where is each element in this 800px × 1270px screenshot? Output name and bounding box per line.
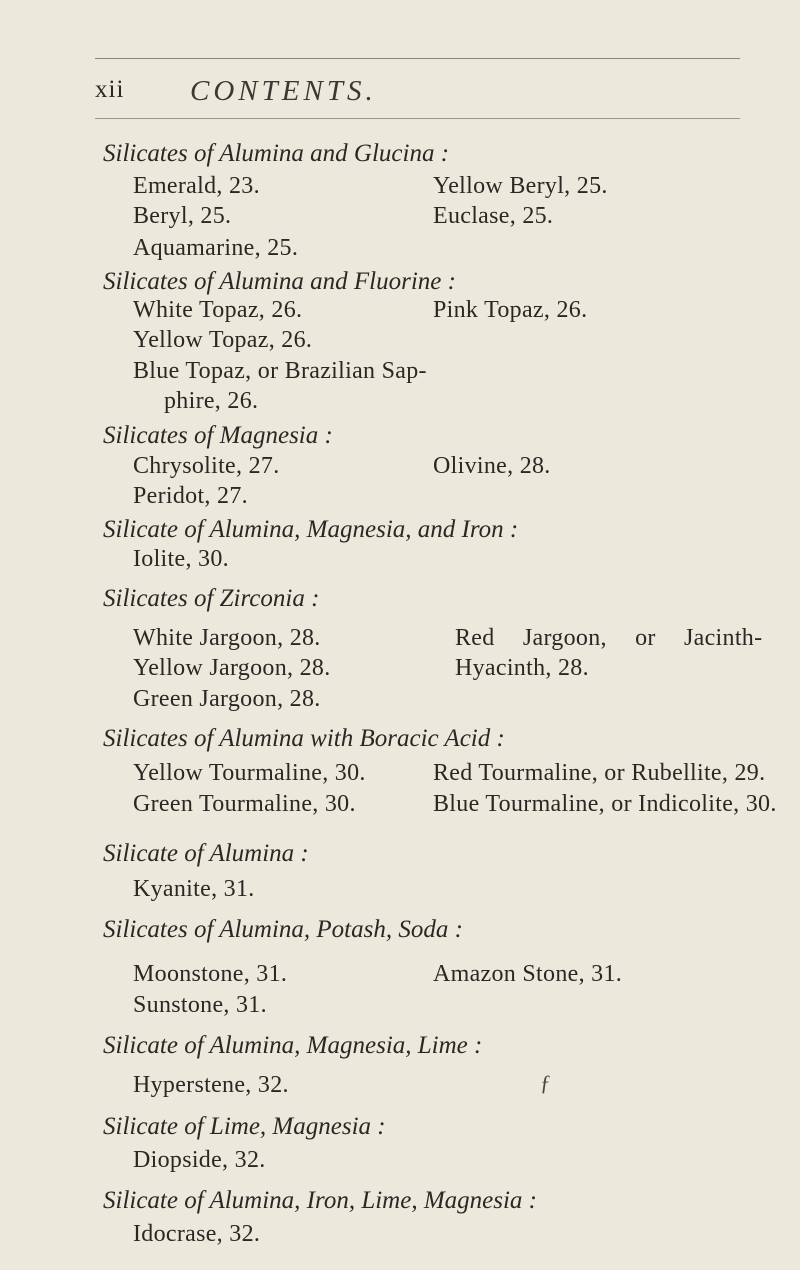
section-heading: Silicates of Alumina, Potash, Soda : xyxy=(103,916,463,943)
page-number: xii xyxy=(95,76,125,103)
entry-blue-topaz: Blue Topaz, or Brazilian Sap- xyxy=(133,358,427,384)
section-heading: Silicate of Lime, Magnesia : xyxy=(103,1113,386,1140)
entry-yellow-jargoon: Yellow Jargoon, 28. xyxy=(133,655,331,681)
entry-blue-tourmaline: Blue Tourmaline, or Indicolite, 30. xyxy=(433,791,777,817)
entry-emerald: Emerald, 23. xyxy=(133,173,260,199)
entry-red-tourmaline: Red Tourmaline, or Rubellite, 29. xyxy=(433,760,766,786)
entry-yellow-topaz: Yellow Topaz, 26. xyxy=(133,327,313,353)
section-heading: Silicates of Alumina and Fluorine : xyxy=(103,268,456,295)
section-heading: Silicate of Alumina : xyxy=(103,840,309,867)
entry-beryl: Beryl, 25. xyxy=(133,203,232,229)
entry-blue-topaz-continued: phire, 26. xyxy=(164,388,259,414)
entry-white-topaz: White Topaz, 26. xyxy=(133,297,303,323)
entry-green-tourmaline: Green Tourmaline, 30. xyxy=(133,791,356,817)
entry-kyanite: Kyanite, 31. xyxy=(133,876,255,902)
header-top-rule xyxy=(95,58,740,59)
entry-aquamarine: Aquamarine, 25. xyxy=(133,235,299,261)
entry-diopside: Diopside, 32. xyxy=(133,1147,266,1173)
section-heading: Silicates of Magnesia : xyxy=(103,422,333,449)
entry-iolite: Iolite, 30. xyxy=(133,546,229,572)
entry-moonstone: Moonstone, 31. xyxy=(133,961,288,987)
entry-hyperstene: Hyperstene, 32. xyxy=(133,1072,289,1098)
section-heading: Silicates of Alumina with Boracic Acid : xyxy=(103,725,505,752)
running-head: CONTENTS. xyxy=(190,75,377,107)
section-heading: Silicate of Alumina, Magnesia, Lime : xyxy=(103,1032,483,1059)
section-heading: Silicates of Zirconia : xyxy=(103,585,320,612)
section-heading: Silicate of Alumina, Magnesia, and Iron : xyxy=(103,516,519,543)
entry-amazon-stone: Amazon Stone, 31. xyxy=(433,961,623,987)
entry-red-jargoon: Red Jargoon, or Jacinth- xyxy=(455,625,763,651)
entry-euclase: Euclase, 25. xyxy=(433,203,554,229)
entry-idocrase: Idocrase, 32. xyxy=(133,1221,261,1247)
entry-yellow-beryl: Yellow Beryl, 25. xyxy=(433,173,608,199)
entry-hyacinth: Hyacinth, 28. xyxy=(455,655,589,681)
entry-olivine: Olivine, 28. xyxy=(433,453,551,479)
entry-peridot: Peridot, 27. xyxy=(133,483,248,509)
entry-white-jargoon: White Jargoon, 28. xyxy=(133,625,321,651)
section-heading: Silicate of Alumina, Iron, Lime, Magnesia : xyxy=(103,1187,537,1214)
entry-sunstone: Sunstone, 31. xyxy=(133,992,267,1018)
entry-green-jargoon: Green Jargoon, 28. xyxy=(133,686,321,712)
header-bottom-rule xyxy=(95,118,740,119)
entry-yellow-tourmaline: Yellow Tourmaline, 30. xyxy=(133,760,366,786)
entry-pink-topaz: Pink Topaz, 26. xyxy=(433,297,588,323)
entry-chrysolite: Chrysolite, 27. xyxy=(133,453,280,479)
section-heading: Silicates of Alumina and Glucina : xyxy=(103,140,450,167)
ink-blemish-mark: ƒ xyxy=(540,1070,551,1095)
